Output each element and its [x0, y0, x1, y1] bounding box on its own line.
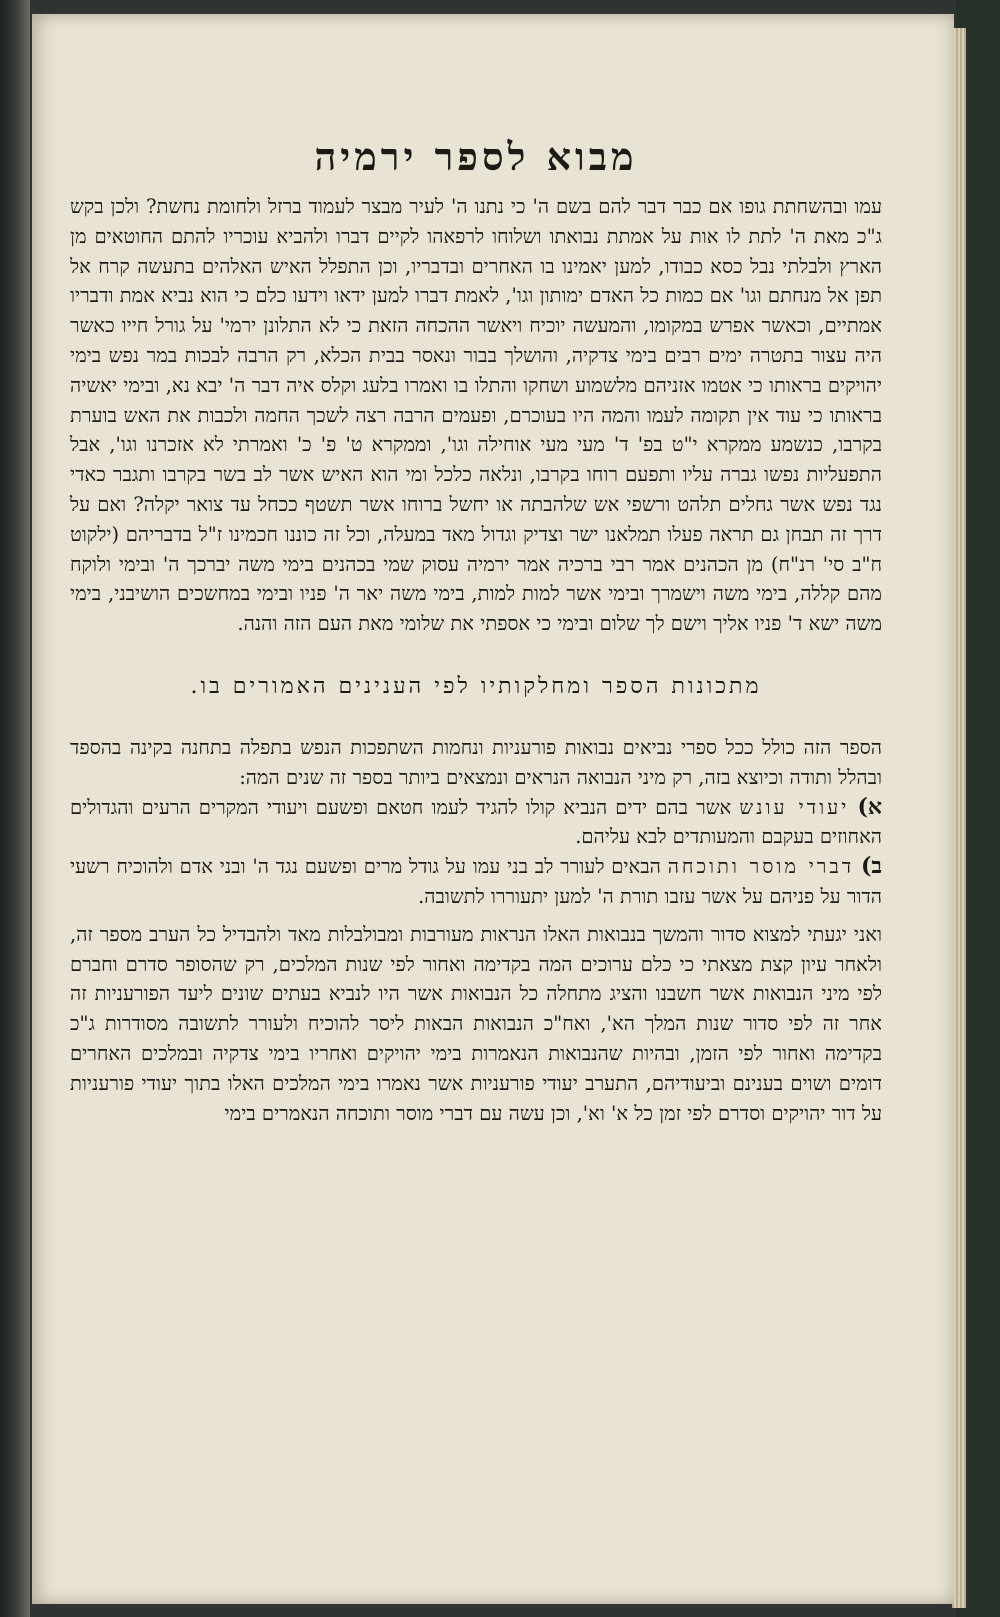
intro-paragraph: עמו ובהשחתת גופו אם כבר דבר להם בשם ה' כי נתנו ה' לעיר מבצר לעמוד ברזל ולחומת נחשת? ולכן בקש ג"כ מאת ה' לתת לו אות על אמתת נבואתו ושלוחו לרפאהו לקיים דברו ולהביא עוכריו להתם החוטאים מן הארץ ולבלתי נבל כסא כבודו, למען יאמינו בו האחרים ובדבריו, וכן התפלל האיש האלהים בתעשה קרח אל תפן אל מנחתם וגו' אם כמות כל האדם ימותון וגו', לאמת דברו למען ידאו וידעו כלם כי הוא נביא אמת ודבריו אמתיים, וכאשר אפרש במקומו, והמעשה יוכיח ויאשר ההכחה הזאת כי לא התלונן ירמי' על גורל חייו כאשר היה עצור בתטרה ימים רבים בימי צדקיה, והושלך בבור ונאסר בבית הכלא, רק הרבה לבכות במר נפש בימי יהויקים בראותו כי אטמו אזניהם מלשמוע ושחקו והתלו בו ואמרו בלעג וקלס איה דבר ה' יבא נא, ובימי יאשיה בראותו כי עוד אין תקומה לעמו והמה היו בעוכרם, ופעמים הרבה רצה לשכך החמה ולכבות את האש בוערת בקרבו, כנשמע ממקרא י"ט בפ' ד' מעי מעי אוחילה וגו', וממקרא ט' פ' כ' ואמרתי לא אזכרנו וגו', אבל התפעליות נפשו גברה עליו ותפעם רוחו בקרבו, ונלאה כלכל ומי הוא האיש אשר לב בשר בקרבו ותגבר כאדי נגד נפש אשר גחלים תלהט ורשפי אש שלהבתה או יחשל ברוחו אשר תשטף ככחל עד צואר יקלה? ואם על דרך זה תבחן גם תראה פעלו תמלאנו ישר וצדיק וגדול מאד במעלה, וכל זה כוננו חכמינו ז"ל בדבריהם (ילקוט ח"ב סי' רנ"ח) מן הכהנים אמר רבי ברכיה אמר ירמיה עסוק שמי בכהנים בימי משה יברכך ה' ובימי ולוקח מהם קללה, בימי משה וישמרך ובימי אשר למות למות, בימי משה יאר ה' פניו ובימי במחשכים הושיבני, בימי משה ישא ד' פניו אליך וישם לך שלום ובימי כי אספתי את שלומי מאת העם הזה והנה. [70, 195, 882, 636]
page-content [70, 134, 882, 1128]
page-edges [952, 28, 966, 1608]
item-text: הבאים לעורר לב בני עמו על גודל מרים ופשעם נגד ה' ובני אדם ולהוכיח רשעי הדור על פניהם על אשר עזבו תורת ה' למען יתעוררו לתשובה. [70, 855, 882, 908]
page-title: מבוא לספר ירמיה [314, 134, 638, 179]
item-label: א) [857, 793, 883, 820]
item-title: דברי מוסר ותוכחה [667, 855, 855, 879]
section-intro-paragraph: הספר הזה כולל ככל ספרי נביאים נבואות פורעניות ונחמות השתפכות הנפש בתפלה בתחנה בקינה בהספד ובהלל ותודה וכיוצא בזה, רק מיני הנבואה הנראים ונמצאים ביותר בספר זה שנים המה: [70, 735, 882, 789]
item-title: יעודי עונש [739, 795, 850, 819]
book-page [32, 14, 954, 1604]
list-item [70, 852, 882, 912]
section-heading: מתכונות הספר ומחלקותיו לפי הענינים האמורים בו. [190, 673, 762, 699]
item-text: אשר בהם ידים הנביא קולו להגיד לעמו חטאם ופשעם ויעודי המקרים הרעים והגדולים האחוזים בעקבם והמעותדים לבא עליהם. [70, 795, 882, 849]
list-item [70, 793, 882, 853]
item-label: ב) [861, 853, 883, 880]
book-spine [0, 0, 30, 1617]
closing-paragraph: ואני יגעתי למצוא סדור והמשך בנבואות האלו הנראות מעורבות ומבולבלות מאד ולהבדיל כל הערב מספר זה, ולאחר עיון קצת מצאתי כי כלם ערוכים המה בקדימה ואחור לפי שנות המלכים, רק שהסופר סדרם וחברם לפי מיני הנבואות אשר חשבנו והציג מתחלה כל הנבואות אשר היו לנביא בעתים שונים ליעד הפורעניות זה אחר זה לפי סדור שנות המלך הא', ואח"כ הנבואות הבאות ליסר להוכיח ולעורר לתשובה מסודרות ג"כ בקדימה ואחור לפי הזמן, ובהיות שהנבואות הנאמרות בימי יהויקים ואחריו בימי צדקיה ובמלכים האחרים דומים ושוים בענינם וביעודיהם, התערב יעודי פורעניות אשר נאמרו בימי המלכים האלו בתוך יעודי פורעניות על דור יהויקים וסדרם לפי זמן כל א' וא', וכן עשה עם דברי מוסר ותוכחה הנאמרים בימי [70, 922, 882, 1125]
